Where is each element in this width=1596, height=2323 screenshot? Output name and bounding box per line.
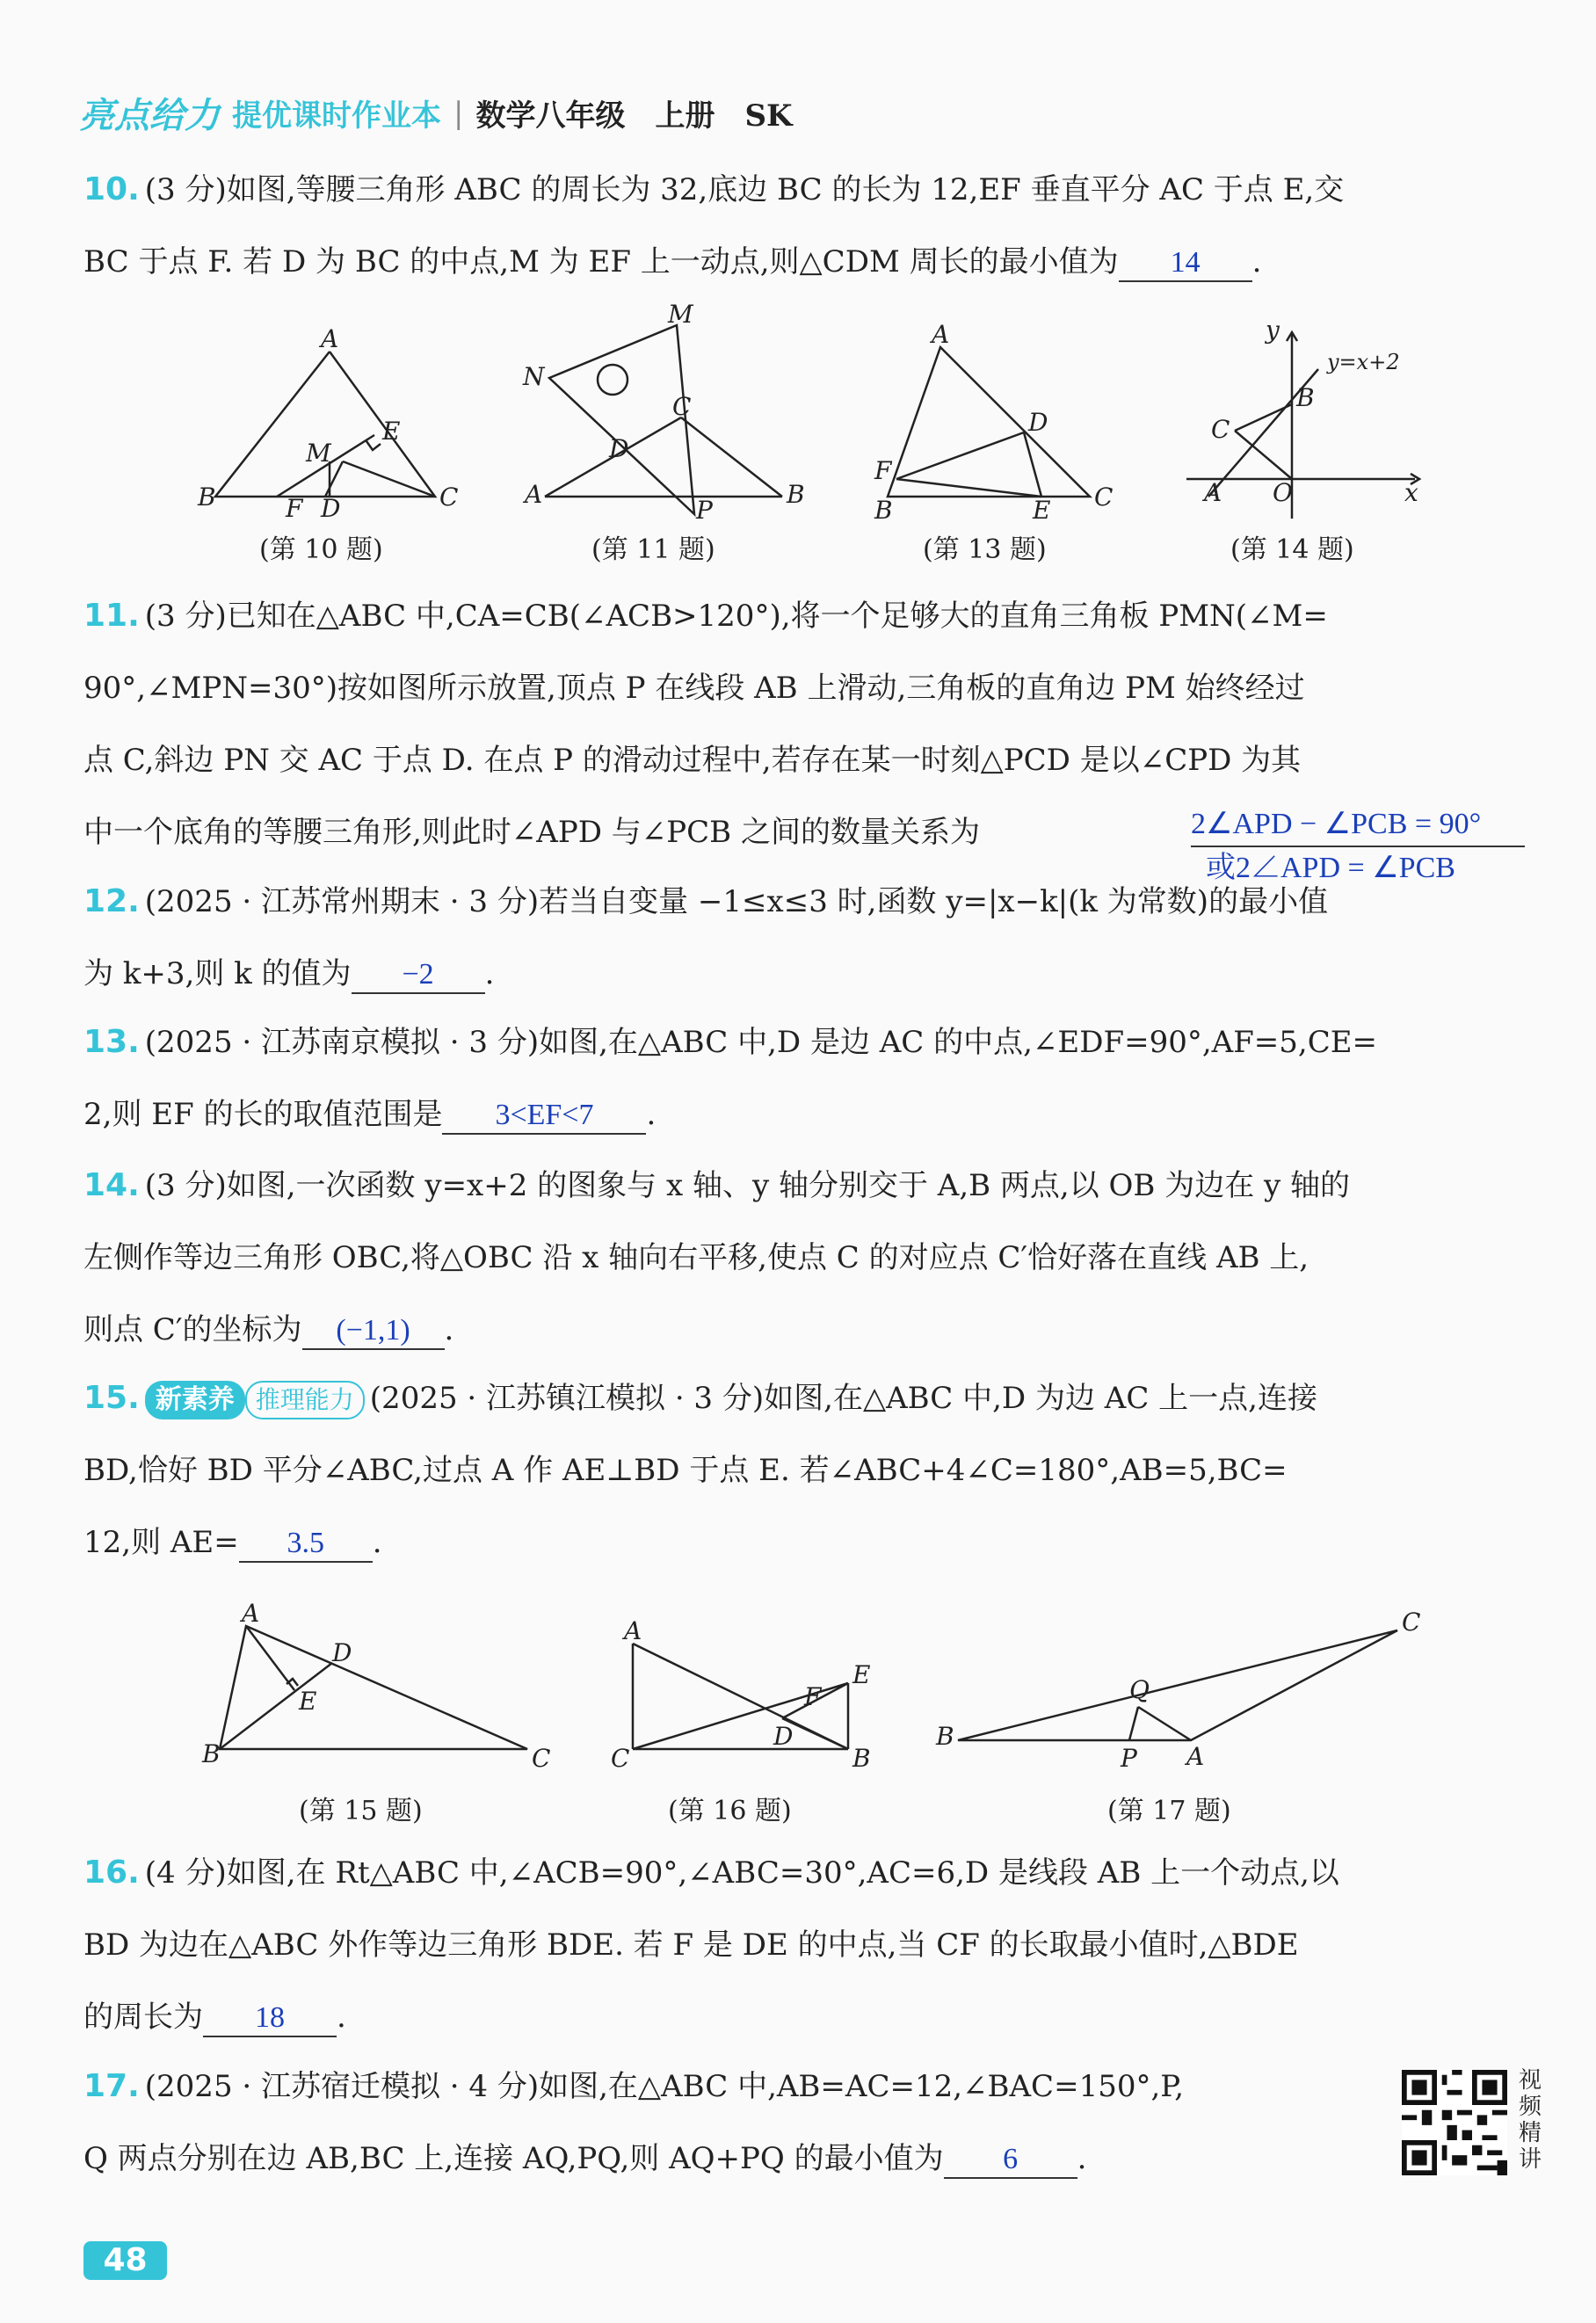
label-P: P: [696, 496, 713, 525]
label-P: P: [1121, 1744, 1137, 1773]
label-D: D: [773, 1722, 794, 1751]
question-text: 2,则 EF 的长的取值范围是: [83, 1097, 443, 1132]
label-B: B: [936, 1722, 954, 1751]
label-y: y: [1266, 316, 1280, 345]
question-number: 14.: [83, 1167, 140, 1203]
question-text: 90°,∠MPN=30°)按如图所示放置,顶点 P 在线段 AB 上滑动,三角板的直角边 PM 始终经过: [83, 671, 1305, 706]
answer-blank: 3.5: [239, 1526, 373, 1563]
question-text: 中一个底角的等腰三角形,则此时∠APD 与∠PCB 之间的数量关系为: [83, 815, 980, 850]
question-text: (3 分)如图,一次函数 y=x+2 的图象与 x 轴、y 轴分别交于 A,B 两点,以 OB 为边在 y 轴的: [144, 1168, 1351, 1203]
page-number: 48: [83, 2241, 167, 2280]
label-A: A: [242, 1599, 260, 1628]
figure-11: [545, 325, 782, 514]
label-E: E: [299, 1687, 317, 1716]
label-A: A: [1186, 1742, 1205, 1771]
punctuation: .: [484, 956, 495, 991]
question-text: 点 C,斜边 PN 交 AC 于点 D. 在点 P 的滑动过程中,若存在某一时刻△PCD 是以∠CPD 为其: [83, 743, 1302, 778]
question-number: 17.: [83, 2068, 140, 2104]
label-B: B: [852, 1744, 871, 1773]
caption-15: (第 15 题): [299, 1796, 423, 1826]
answer-line-1: 2∠APD − ∠PCB = 90°: [1191, 808, 1482, 840]
label-line-equation: y=x+2: [1327, 350, 1400, 374]
question-text: BC 于点 F. 若 D 为 BC 的中点,M 为 EF 上一动点,则△CDM 周长的最小值为: [83, 244, 1119, 279]
caption-14: (第 14 题): [1230, 534, 1354, 565]
label-C: C: [672, 392, 692, 421]
label-F: F: [874, 456, 892, 485]
question-text: (2025 · 江苏南京模拟 · 3 分)如图,在△ABC 中,D 是边 AC 的中点,∠EDF=90°,AF=5,CE=: [144, 1025, 1378, 1060]
answer-blank: 3<EF<7: [442, 1098, 646, 1135]
answer-blank: (−1,1): [302, 1313, 445, 1350]
label-O: O: [1273, 478, 1293, 507]
label-A: A: [624, 1616, 642, 1645]
label-B: B: [874, 496, 893, 525]
tag-new-literacy: 新素养: [145, 1381, 245, 1419]
label-B: B: [198, 483, 216, 512]
label-C: C: [1402, 1608, 1421, 1637]
label-N: N: [523, 362, 545, 391]
label-C: C: [1094, 483, 1114, 512]
header-separator: |: [453, 95, 464, 131]
label-D: D: [609, 434, 629, 463]
punctuation: .: [337, 2000, 346, 2035]
question-number: 13.: [83, 1024, 140, 1060]
answer-line-2: 或2∠APD = ∠PCB: [1206, 852, 1455, 884]
punctuation: .: [646, 1097, 657, 1132]
punctuation: .: [444, 1312, 454, 1347]
question-text: 为 k+3,则 k 的值为: [83, 956, 352, 991]
label-D: D: [332, 1638, 352, 1667]
figure-15: [220, 1626, 527, 1749]
question-14: [83, 1150, 1551, 1366]
question-text: (2025 · 江苏宿迁模拟 · 4 分)如图,在△ABC 中,AB=AC=12,∠BAC=150°,P,: [144, 2069, 1185, 2104]
label-C: C: [1211, 415, 1230, 444]
caption-13: (第 13 题): [923, 534, 1047, 565]
punctuation: .: [372, 1525, 382, 1560]
question-text: (4 分)如图,在 Rt△ABC 中,∠ACB=90°,∠ABC=30°,AC=6,D 是线段 AB 上一个动点,以: [144, 1855, 1339, 1891]
qr-code-icon[interactable]: [1402, 2070, 1507, 2175]
question-16: [83, 1837, 1551, 2053]
label-x: x: [1404, 478, 1418, 507]
question-12: [83, 866, 1551, 1010]
label-A: A: [1204, 478, 1222, 507]
question-text: Q 两点分别在边 AB,BC 上,连接 AQ,PQ,则 AQ+PQ 的最小值为: [83, 2141, 944, 2176]
question-17: [83, 2051, 1384, 2195]
question-15: [83, 1362, 1551, 1579]
figure-13: [888, 347, 1090, 497]
label-E: E: [1033, 496, 1051, 525]
label-M: M: [668, 300, 693, 329]
question-text: (3 分)已知在△ABC 中,CA=CB(∠ACB>120°),将一个足够大的直角三角板 PMN(∠M=: [144, 599, 1328, 634]
question-13: [83, 1006, 1551, 1151]
punctuation: .: [1077, 2141, 1087, 2176]
question-text: (3 分)如图,等腰三角形 ABC 的周长为 32,底边 BC 的长为 12,EF 垂直平分 AC 于点 E,交: [144, 172, 1345, 207]
caption-11: (第 11 题): [591, 534, 715, 565]
caption-16: (第 16 题): [668, 1796, 792, 1826]
label-A: A: [321, 324, 339, 353]
answer-blank: 18: [203, 2000, 337, 2037]
label-E: E: [382, 417, 401, 446]
question-number: 10.: [83, 171, 140, 207]
label-C: C: [439, 483, 459, 512]
answer-blank: 14: [1119, 245, 1252, 282]
question-text: 左侧作等边三角形 OBC,将△OBC 沿 x 轴向右平移,使点 C 的对应点 C′恰好落在直线 AB 上,: [83, 1240, 1309, 1275]
question-text: (2025 · 江苏镇江模拟 · 3 分)如图,在△ABC 中,D 为边 AC 上一点,连接: [369, 1381, 1317, 1416]
qr-label: 视频精讲: [1519, 2067, 1542, 2173]
label-C: C: [611, 1744, 630, 1773]
question-text: BD 为边在△ABC 外作等边三角形 BDE. 若 F 是 DE 的中点,当 CF 的长取最小值时,△BDE: [83, 1927, 1299, 1963]
course-title: 数学八年级 上册 SK: [475, 98, 793, 134]
label-B: B: [787, 480, 805, 509]
label-M: M: [306, 439, 331, 468]
answer-blank: −2: [352, 957, 485, 994]
figure-10: [215, 352, 435, 497]
label-D: D: [1028, 408, 1048, 437]
label-A: A: [525, 480, 543, 509]
answer-blank: 6: [944, 2142, 1077, 2179]
label-Q: Q: [1129, 1675, 1150, 1704]
figure-17: [958, 1630, 1397, 1740]
figure-row-2: [202, 1591, 1450, 1784]
question-number: 11.: [83, 598, 140, 634]
question-text: 则点 C′的坐标为: [83, 1312, 302, 1347]
label-C: C: [532, 1744, 551, 1773]
question-10: [83, 154, 1551, 298]
question-text: 的周长为: [83, 2000, 203, 2035]
brand-logo: 亮点给力: [79, 96, 220, 136]
question-text: 12,则 AE=: [83, 1525, 239, 1560]
label-A: A: [932, 320, 950, 349]
answer-underline: [1191, 846, 1525, 847]
punctuation: .: [1251, 244, 1262, 279]
label-F: F: [286, 494, 303, 523]
caption-10: (第 10 题): [259, 534, 383, 565]
label-F: F: [804, 1682, 822, 1711]
question-number: 16.: [83, 1855, 140, 1891]
figure-row-1: [198, 300, 1450, 527]
label-B: B: [1296, 383, 1315, 412]
label-E: E: [852, 1660, 871, 1689]
page-header: [79, 88, 793, 138]
question-number: 15.: [83, 1380, 140, 1416]
label-B: B: [202, 1739, 221, 1768]
question-text: BD,恰好 BD 平分∠ABC,过点 A 作 AE⊥BD 于点 E. 若∠ABC+4∠C=180°,AB=5,BC=: [83, 1453, 1288, 1488]
label-D: D: [321, 494, 341, 523]
question-number: 12.: [83, 883, 140, 919]
book-subtitle: 提优课时作业本: [232, 98, 441, 134]
question-text: (2025 · 江苏常州期末 · 3 分)若当自变量 −1≤x≤3 时,函数 y=|x−k|(k 为常数)的最小值: [144, 884, 1329, 919]
tag-reasoning: 推理能力: [245, 1381, 365, 1419]
caption-17: (第 17 题): [1107, 1796, 1231, 1826]
